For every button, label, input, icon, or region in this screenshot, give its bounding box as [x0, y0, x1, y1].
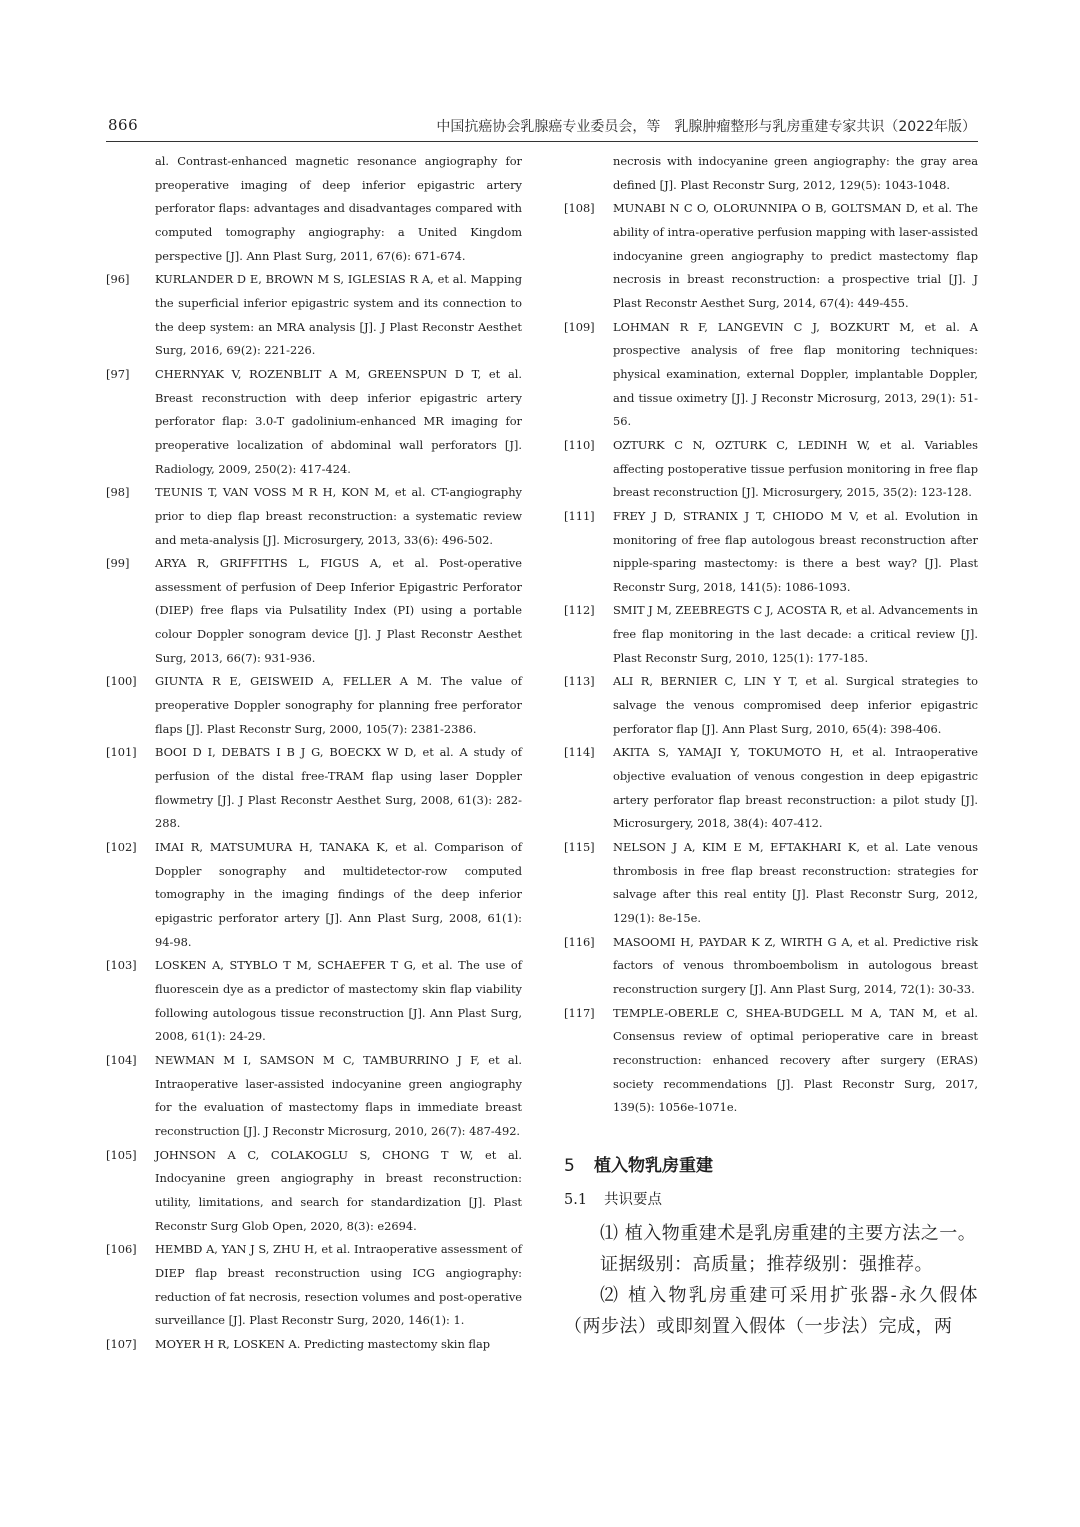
subsection-number: 5.1 — [564, 1191, 588, 1208]
reference-item — [106, 836, 522, 954]
reference-item — [106, 1049, 522, 1144]
section-title: 植入物乳房重建 — [594, 1155, 713, 1176]
reference-text: MOYER H R, LOSKEN A. Predicting mastectomy skin flap — [155, 1336, 491, 1351]
reference-item — [564, 434, 978, 505]
reference-continuation — [106, 150, 522, 268]
reference-text: ALI R, BERNIER C, LIN Y T, et al. Surgical strategies to salvage the venous compromised deep inferior epigastric perforator flap [J]. Ann Plast Surg, 2010, 65(4): 398-406. — [613, 674, 978, 736]
reference-number: [107] — [106, 1336, 137, 1351]
reference-text: NEWMAN M I, SAMSON M C, TAMBURRINO J F, et al. Intraoperative laser-assisted indocyanine green angiography for the evaluation of mastectomy flaps in immediate breast reconstruction [J]. J Reconstr Microsurg, 2010, 26(7): 487-492. — [155, 1052, 522, 1138]
running-title: 中国抗癌协会乳腺癌专业委员会，等 乳腺肿瘤整形与乳房重建专家共识（2022年版） — [436, 119, 976, 135]
reference-number: [105] — [106, 1147, 137, 1162]
reference-number: [110] — [564, 437, 595, 452]
reference-text: LOSKEN A, STYBLO T M, SCHAEFER T G, et al. The use of fluorescein dye as a predictor of mastectomy skin flap viability following autologous tissue reconstruction [J]. Ann Plast Surg, 2008, 61(1): 24-29. — [155, 958, 522, 1044]
reference-item — [564, 197, 978, 315]
reference-item — [564, 670, 978, 741]
reference-text: LOHMAN R F, LANGEVIN C J, BOZKURT M, et al. A prospective analysis of free flap monitoring techniques: physical examination, external Doppler, implantable Doppler, and tissue oximetry [J]. J Reconstr Microsurg, 2013, 29(1): 51-56. — [613, 319, 978, 429]
reference-number: [112] — [564, 603, 595, 618]
reference-text: ARYA R, GRIFFITHS L, FIGUS A, et al. Post-operative assessment of perfusion of Deep Inferior Epigastric Perforator (DIEP) free flaps via Pulsatility Index (PI) using a portable colour Doppler sonogram device [J]. J Plast Reconstr Aesthet Surg, 2013, 66(7): 931-936. — [155, 556, 522, 665]
page-header — [0, 0, 1080, 150]
reference-item — [106, 1144, 522, 1239]
reference-item — [106, 954, 522, 1049]
subsection-title: 共识要点 — [604, 1191, 662, 1208]
left-column — [106, 150, 522, 1356]
subsection-heading — [564, 1188, 978, 1212]
reference-text: TEUNIS T, VAN VOSS M R H, KON M, et al. CT-angiography prior to diep flap breast reconstruction: a systematic review and meta-analysis [J]. Microsurgery, 2013, 33(6): 496-502. — [155, 485, 522, 547]
reference-text: CHERNYAK V, ROZENBLIT A M, GREENSPUN D T, et al. Breast reconstruction with deep inferior epigastric artery perforator flap: 3.0-T gadolinium-enhanced MR imaging for preoperative localization of abdominal wall perforators [J]. Radiology, 2009, 250(2): 417-424. — [155, 366, 522, 476]
reference-number: [115] — [564, 840, 595, 855]
reference-item — [564, 599, 978, 670]
reference-item — [106, 268, 522, 363]
section-heading — [564, 1154, 978, 1178]
reference-number: [100] — [106, 674, 137, 689]
reference-item — [106, 741, 522, 836]
reference-item — [106, 552, 522, 670]
reference-continuation — [564, 150, 978, 197]
reference-text: BOOI D I, DEBATS I B J G, BOECKX W D, et al. A study of perfusion of the distal free-TRAM flap using laser Doppler flowmetry [J]. J Plast Reconstr Aesthet Surg, 2008, 61(3): 282-288. — [155, 745, 522, 831]
right-column — [564, 150, 978, 1342]
reference-text: JOHNSON A C, COLAKOGLU S, CHONG T W, et al. Indocyanine green angiography in breast reconstruction: utility, limitations, and search for standardization [J]. Plast Reconstr Surg Glob Open, 2020, 8(3): e2694. — [155, 1147, 522, 1233]
body-paragraph: 证据级别：高质量；推荐级别：强推荐。 — [600, 1253, 933, 1275]
reference-number: [96] — [106, 272, 130, 287]
reference-item — [106, 481, 522, 552]
body-paragraph: ⑴ 植入物重建术是乳房重建的主要方法之一。 — [600, 1222, 977, 1244]
section-number: 5 — [564, 1155, 575, 1176]
reference-text: SMIT J M, ZEEBREGTS C J, ACOSTA R, et al. Advancements in free flap monitoring in the last decade: a critical review [J]. Plast Reconstr Surg, 2010, 125(1): 177-185. — [613, 603, 978, 665]
reference-number: [101] — [106, 745, 137, 760]
reference-list-right — [564, 150, 978, 1120]
reference-text: OZTURK C N, OZTURK C, LEDINH W, et al. Variables affecting postoperative tissue perfusion monitoring in free flap breast reconstruction [J]. Microsurgery, 2015, 35(2): 123-128. — [613, 437, 978, 500]
reference-number: [97] — [106, 366, 130, 381]
reference-item — [106, 363, 522, 481]
reference-number: [113] — [564, 674, 595, 689]
reference-number: [114] — [564, 745, 595, 760]
reference-text: GIUNTA R E, GEISWEID A, FELLER A M. The value of preoperative Doppler sonography for planning free perforator flaps [J]. Plast Reconstr Surg, 2000, 105(7): 2381-2386. — [155, 674, 522, 736]
reference-item — [106, 1333, 522, 1357]
reference-text: MUNABI N C O, OLORUNNIPA O B, GOLTSMAN D, et al. The ability of intra-operative perfusion mapping with laser-assisted indocyanine green angiography to predict mastectomy flap necrosis in breast reconstruction: a prospective trial [J]. J Plast Reconstr Aesthet Surg, 2014, 67(4): 449-455. — [613, 201, 978, 310]
reference-text: NELSON J A, KIM E M, EFTAKHARI K, et al. Late venous thrombosis in free flap breast reconstruction: strategies for salvage after this real entity [J]. Plast Reconstr Surg, 2012, 129(1): 8e-15e. — [613, 840, 978, 925]
page-number: 866 — [108, 116, 139, 134]
reference-text: necrosis with indocyanine green angiography: the gray area defined [J]. Plast Reconstr Surg, 2012, 129(5): 1043-1048. — [613, 154, 978, 192]
reference-text: TEMPLE-OBERLE C, SHEA-BUDGELL M A, TAN M, et al. Consensus review of optimal perioperative care in breast reconstruction: enhanced recovery after surgery (ERAS) society recommendations [J]. Plast Reconstr Surg, 2017, 139(5): 1056e-1071e. — [613, 1005, 978, 1115]
reference-item — [564, 316, 978, 434]
reference-number: [99] — [106, 556, 130, 571]
reference-item — [564, 836, 978, 931]
reference-text: IMAI R, MATSUMURA H, TANAKA K, et al. Comparison of Doppler sonography and multidetector-row computed tomography in the imaging findings of the deep inferior epigastric perforator artery [J]. Ann Plast Surg, 2008, 61(1): 94-98. — [155, 840, 522, 949]
reference-text: KURLANDER D E, BROWN M S, IGLESIAS R A, et al. Mapping the superficial inferior epigastric system and its connection to the deep system: an MRA analysis [J]. J Plast Reconstr Aesthet Surg, 2016, 69(2): 221-226. — [155, 272, 522, 358]
reference-text: MASOOMI H, PAYDAR K Z, WIRTH G A, et al. Predictive risk factors of venous thromboembolism in autologous breast reconstruction surgery [J]. Ann Plast Surg, 2014, 72(1): 30-33. — [613, 934, 978, 996]
reference-text: FREY J D, STRANIX J T, CHIODO M V, et al. Evolution in monitoring of free flap autologous breast reconstruction after nipple-sparing mastectomy: is there a best way? [J]. Plast Reconstr Surg, 2018, 141(5): 1086-1093. — [613, 508, 978, 594]
reference-text: AKITA S, YAMAJI Y, TOKUMOTO H, et al. Intraoperative objective evaluation of venous congestion in deep epigastric artery perforator flap breast reconstruction: a pilot study [J]. Microsurgery, 2018, 38(4): 407-412. — [613, 745, 978, 831]
reference-text: al. Contrast-enhanced magnetic resonance angiography for preoperative imaging of deep inferior epigastric artery perforator flaps: advantages and disadvantages compared with computed tomography angiography: a United Kingdom perspective [J]. Ann Plast Surg, 2011, 67(6): 671-674. — [155, 154, 522, 263]
body-paragraph: ⑵ 植入物乳房重建可采用扩张器-永久假体（两步法）或即刻置入假体（一步法）完成，两 — [564, 1284, 978, 1337]
reference-number: [109] — [564, 319, 595, 334]
reference-item — [564, 931, 978, 1002]
reference-number: [116] — [564, 934, 595, 949]
reference-number: [108] — [564, 201, 595, 216]
reference-number: [104] — [106, 1052, 137, 1067]
reference-item — [106, 670, 522, 741]
reference-number: [117] — [564, 1005, 595, 1020]
reference-text: HEMBD A, YAN J S, ZHU H, et al. Intraoperative assessment of DIEP flap breast reconstruction using ICG angiography: reduction of fat necrosis, resection volumes and post-operative surveillance [J]. Plast Reconstr Surg, 2020, 146(1): 1. — [155, 1242, 522, 1328]
reference-number: [103] — [106, 958, 137, 973]
reference-number: [111] — [564, 508, 595, 523]
reference-item — [564, 1002, 978, 1120]
header-rule — [106, 141, 978, 142]
reference-item — [106, 1238, 522, 1333]
reference-number: [106] — [106, 1242, 137, 1257]
reference-number: [102] — [106, 840, 137, 855]
reference-item — [564, 741, 978, 836]
reference-item — [564, 505, 978, 600]
reference-number: [98] — [106, 485, 130, 500]
